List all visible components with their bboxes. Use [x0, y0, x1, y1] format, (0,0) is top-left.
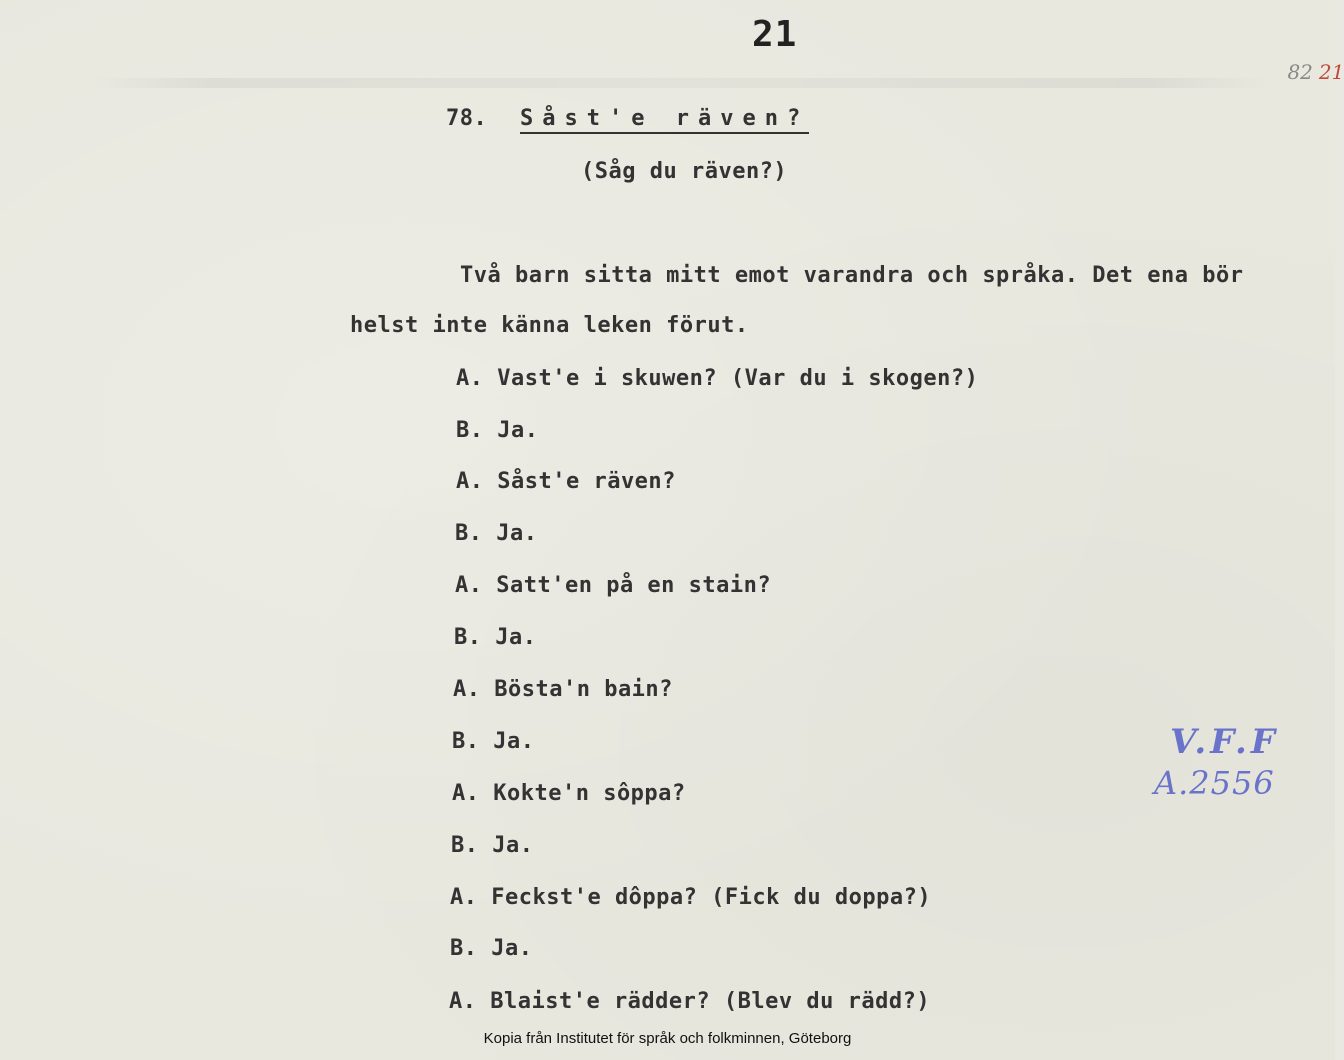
dialogue-line: B. Ja. — [456, 418, 539, 443]
paragraph-line-1: Två barn sitta mitt emot varandra och språka. Det ena bör — [460, 263, 1244, 288]
heading-number: 78. — [446, 106, 488, 131]
dialogue-line: B. Ja. — [451, 833, 534, 858]
dialogue-line: A. Såst'e räven? — [456, 469, 676, 494]
archive-number-red: 21 — [1318, 60, 1344, 84]
archive-stamp — [1150, 722, 1320, 817]
scan-smudge — [90, 78, 1270, 88]
copy-footer: Kopia från Institutet för språk och folkminnen, Göteborg — [483, 1030, 852, 1047]
archive-page-numbers — [1262, 36, 1344, 108]
page-number: 21 — [752, 14, 798, 55]
dialogue-line: A. Vast'e i skuwen? (Var du i skogen?) — [456, 366, 979, 391]
heading-title: Såst'e räven? — [520, 106, 809, 134]
dialogue-line: A. Satt'en på en stain? — [455, 573, 772, 598]
dialogue-line: B. Ja. — [455, 521, 538, 546]
dialogue-line: A. Bösta'n bain? — [453, 677, 673, 702]
stamp-line-1: V.F.F — [1170, 722, 1279, 762]
paragraph-line-2: helst inte känna leken förut. — [350, 313, 749, 338]
archive-number-pencil: 82 — [1287, 60, 1313, 84]
dialogue-line: A. Blaist'e rädder? (Blev du rädd?) — [449, 989, 931, 1014]
dialogue-line: A. Feckst'e dôppa? (Fick du doppa?) — [450, 885, 932, 910]
dialogue-line: A. Kokte'n sôppa? — [452, 781, 686, 806]
stamp-line-2: A.2556 — [1154, 764, 1275, 802]
subtitle: (Såg du räven?) — [581, 159, 788, 184]
dialogue-line: B. Ja. — [452, 729, 535, 754]
dialogue-line: B. Ja. — [450, 936, 533, 961]
dialogue-line: B. Ja. — [454, 625, 537, 650]
